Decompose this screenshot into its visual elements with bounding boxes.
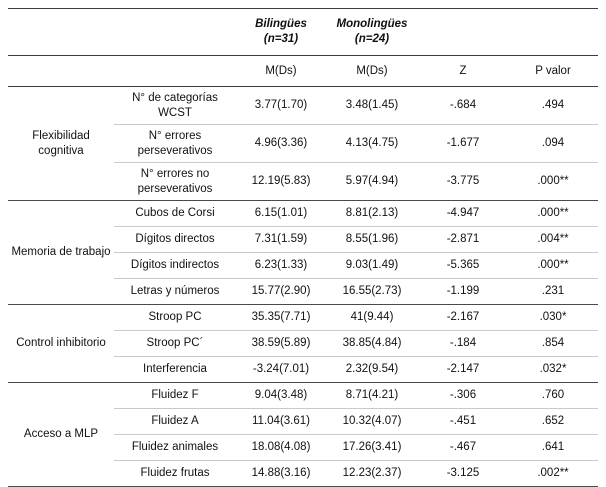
measure-label: Dígitos indirectos (114, 253, 236, 279)
monolingues-value: 38.85(4.84) (326, 331, 418, 357)
z-value: -.467 (418, 435, 508, 461)
bilingues-value: 14.88(3.16) (236, 461, 326, 487)
bilingues-value: 4.96(3.36) (236, 125, 326, 163)
empty-cell (418, 9, 598, 56)
monolingues-value: 16.55(2.73) (326, 279, 418, 305)
category-label: Control inhibitorio (8, 305, 114, 383)
p-value: .000** (508, 201, 598, 227)
z-value: -3.775 (418, 163, 508, 201)
monolingues-value: 3.48(1.45) (326, 87, 418, 125)
bilingues-value: 11.04(3.61) (236, 409, 326, 435)
bilingues-value: -3.24(7.01) (236, 357, 326, 383)
bilingues-value: 18.08(4.08) (236, 435, 326, 461)
z-value: -.684 (418, 87, 508, 125)
bilingues-value: 6.15(1.01) (236, 201, 326, 227)
bilingues-value: 38.59(5.89) (236, 331, 326, 357)
p-value: .231 (508, 279, 598, 305)
bilingues-value: 9.04(3.48) (236, 383, 326, 409)
measure-label: Letras y números (114, 279, 236, 305)
monolingues-header (326, 9, 418, 56)
p-value: .002** (508, 461, 598, 487)
z-value: -5.365 (418, 253, 508, 279)
measure-label: Stroop PC´ (114, 331, 236, 357)
category-label: Flexibilidad cognitiva (8, 87, 114, 201)
empty-cell (8, 56, 236, 87)
stat-header-row (8, 56, 598, 87)
p-value: .030* (508, 305, 598, 331)
statistics-table (8, 8, 598, 487)
table-row (8, 305, 598, 331)
monolingues-n: (n=24) (354, 33, 390, 45)
monolingues-value: 4.13(4.75) (326, 125, 418, 163)
p-value: .652 (508, 409, 598, 435)
group-header-row (8, 9, 598, 56)
mds-header-1: M(Ds) (236, 56, 326, 87)
monolingues-value: 2.32(9.54) (326, 357, 418, 383)
bilingues-header (236, 9, 326, 56)
bilingues-n: (n=31) (263, 33, 299, 45)
p-value: .094 (508, 125, 598, 163)
measure-label: Stroop PC (114, 305, 236, 331)
pvalor-header: P valor (508, 56, 598, 87)
monolingues-value: 9.03(1.49) (326, 253, 418, 279)
category-label: Memoria de trabajo (8, 201, 114, 305)
category-label: Acceso a MLP (8, 383, 114, 487)
monolingues-value: 8.55(1.96) (326, 227, 418, 253)
bilingues-value: 3.77(1.70) (236, 87, 326, 125)
monolingues-label: Monolingües (336, 18, 408, 31)
z-value: -.306 (418, 383, 508, 409)
monolingues-value: 12.23(2.37) (326, 461, 418, 487)
measure-label: Fluidez animales (114, 435, 236, 461)
p-value: .494 (508, 87, 598, 125)
z-value: -1.199 (418, 279, 508, 305)
measure-label: Fluidez frutas (114, 461, 236, 487)
z-value: -3.125 (418, 461, 508, 487)
z-value: -4.947 (418, 201, 508, 227)
p-value: .854 (508, 331, 598, 357)
z-value: -2.167 (418, 305, 508, 331)
measure-label: Dígitos directos (114, 227, 236, 253)
monolingues-value: 8.81(2.13) (326, 201, 418, 227)
monolingues-value: 41(9.44) (326, 305, 418, 331)
measure-label: N° de categorías WCST (114, 87, 236, 125)
monolingues-value: 10.32(4.07) (326, 409, 418, 435)
mds-header-2: M(Ds) (326, 56, 418, 87)
p-value: .641 (508, 435, 598, 461)
bilingues-value: 15.77(2.90) (236, 279, 326, 305)
z-header: Z (418, 56, 508, 87)
z-value: -.184 (418, 331, 508, 357)
monolingues-value: 8.71(4.21) (326, 383, 418, 409)
measure-label: N° errores no perseverativos (114, 163, 236, 201)
bilingues-value: 6.23(1.33) (236, 253, 326, 279)
measure-label: Fluidez A (114, 409, 236, 435)
monolingues-value: 17.26(3.41) (326, 435, 418, 461)
p-value: .760 (508, 383, 598, 409)
p-value: .004** (508, 227, 598, 253)
p-value: .000** (508, 163, 598, 201)
z-value: -1.677 (418, 125, 508, 163)
measure-label: Interferencia (114, 357, 236, 383)
empty-cell (8, 9, 236, 56)
z-value: -.451 (418, 409, 508, 435)
monolingues-value: 5.97(4.94) (326, 163, 418, 201)
p-value: .032* (508, 357, 598, 383)
bilingues-label: Bilingües (255, 18, 307, 31)
measure-label: Cubos de Corsi (114, 201, 236, 227)
bilingues-value: 12.19(5.83) (236, 163, 326, 201)
table-row (8, 383, 598, 409)
measure-label: Fluidez F (114, 383, 236, 409)
bilingues-value: 7.31(1.59) (236, 227, 326, 253)
p-value: .000** (508, 253, 598, 279)
table-row (8, 201, 598, 227)
bilingues-value: 35.35(7.71) (236, 305, 326, 331)
table-row (8, 87, 598, 125)
measure-label: N° errores perseverativos (114, 125, 236, 163)
z-value: -2.147 (418, 357, 508, 383)
z-value: -2.871 (418, 227, 508, 253)
